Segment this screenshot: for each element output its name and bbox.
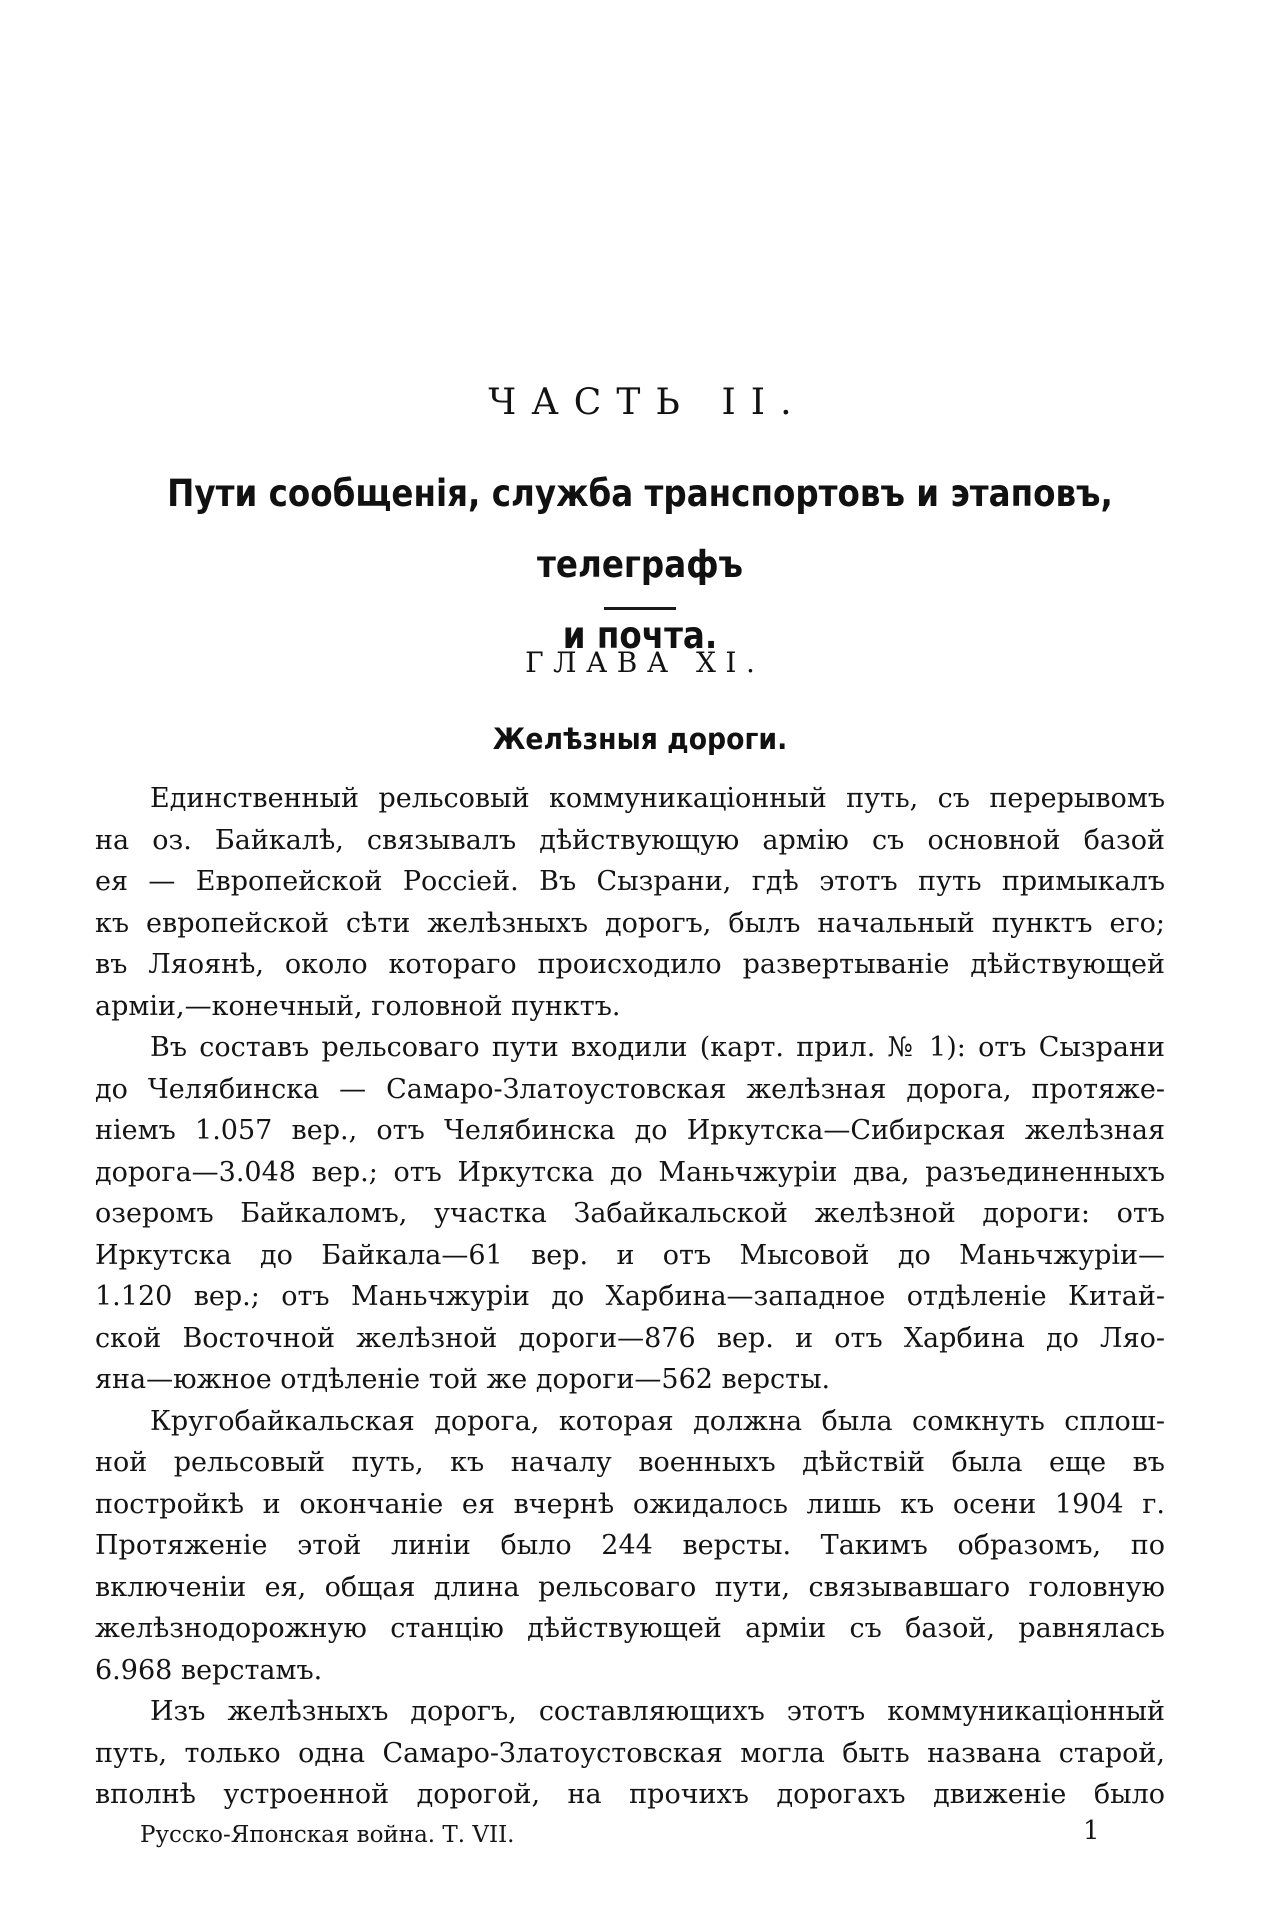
text-line: озеромъ Байкаломъ, участка Забайкальской желѣзной дороги: отъ [95, 1198, 1165, 1229]
paragraph [95, 1401, 1165, 1692]
divider-rule [604, 607, 676, 610]
text-line: включеніи ея, общая длина рельсоваго пути, связывавшаго головную [95, 1571, 1165, 1603]
text-line: 1.120 вер.; отъ Маньчжуріи до Харбина—западное отдѣленіе Китай- [95, 1281, 1165, 1312]
text-line: арміи,—конечный, головной пунктъ. [95, 990, 621, 1022]
footer-signature: Русско-Японская война. Т. VII. [140, 1822, 515, 1848]
text-line: Иркутска до Байкала—61 вер. и отъ Мысовой до Маньчжуріи— [95, 1239, 1165, 1271]
paragraph [95, 1027, 1165, 1401]
text-line: ской Восточной желѣзной дороги—876 вер. и отъ Харбина до Ляо- [95, 1322, 1165, 1354]
text-line: до Челябинска — Самаро-Златоустовская желѣзная дорога, протяже- [95, 1073, 1165, 1105]
text-line: Въ составъ рельсоваго пути входили (карт. прил. № 1): отъ Сызрани [150, 1032, 1165, 1063]
text-line: путь, только одна Самаро-Златоустовская могла быть названа старой, [95, 1737, 1165, 1769]
part-title: ЧАСТЬ II. [488, 382, 807, 423]
part-subtitle-line-2: и почта. [562, 614, 718, 657]
text-line: Протяженіе этой линіи было 244 версты. Такимъ образомъ, по [95, 1530, 1165, 1561]
text-line: въ Ляоянѣ, около котораго происходило развертываніе дѣйствующей [95, 949, 1165, 980]
text-line: Единственный рельсовый коммуникаціонный путь, съ перерывомъ [150, 783, 1165, 814]
text-line: ной рельсовый путь, къ началу военныхъ дѣйствій была еще въ [95, 1447, 1165, 1478]
body-text [95, 778, 1165, 1816]
text-line: Изъ желѣзныхъ дорогъ, составляющихъ этотъ коммуникаціонный [150, 1696, 1165, 1727]
chapter-heading: ГЛАВА XI. [525, 646, 765, 679]
section-heading: Желѣзныя дороги. [492, 722, 788, 756]
text-line: дорога—3.048 вер.; отъ Иркутска до Маньчжуріи два, разъединенныхъ [95, 1156, 1165, 1188]
text-line: ніемъ 1.057 вер., отъ Челябинска до Иркутска—Сибирская желѣзная [95, 1115, 1165, 1146]
text-line: вполнѣ устроенной дорогой, на прочихъ дорогахъ движеніе было [95, 1779, 1165, 1810]
page-footer [0, 1816, 1280, 1862]
text-line: ея — Европейской Россіей. Въ Сызрани, гдѣ этотъ путь примыкалъ [95, 866, 1165, 897]
part-subtitle [77, 458, 1203, 671]
text-line: яна—южное отдѣленіе той же дороги—562 версты. [95, 1364, 831, 1395]
paragraph [95, 778, 1165, 1027]
text-line: желѣзнодорожную станцію дѣйствующей арміи съ базой, равнялась [95, 1613, 1165, 1644]
paragraph [95, 1691, 1165, 1816]
part-subtitle-line-1: Пути сообщенія, служба транспортовъ и этаповъ, телеграфъ [167, 472, 1113, 586]
text-line: къ европейской сѣти желѣзныхъ дорогъ, былъ начальный пунктъ его; [95, 907, 1165, 939]
text-line: постройкѣ и окончаніе ея вчернѣ ожидалось лишь къ осени 1904 г. [95, 1488, 1165, 1520]
text-line: на оз. Байкалѣ, связывалъ дѣйствующую армію съ основной базой [95, 824, 1165, 856]
text-line: Кругобайкальская дорога, которая должна была сомкнуть сплош- [150, 1405, 1165, 1437]
text-line: 6.968 верстамъ. [95, 1654, 323, 1686]
page-number: 1 [1083, 1816, 1100, 1846]
